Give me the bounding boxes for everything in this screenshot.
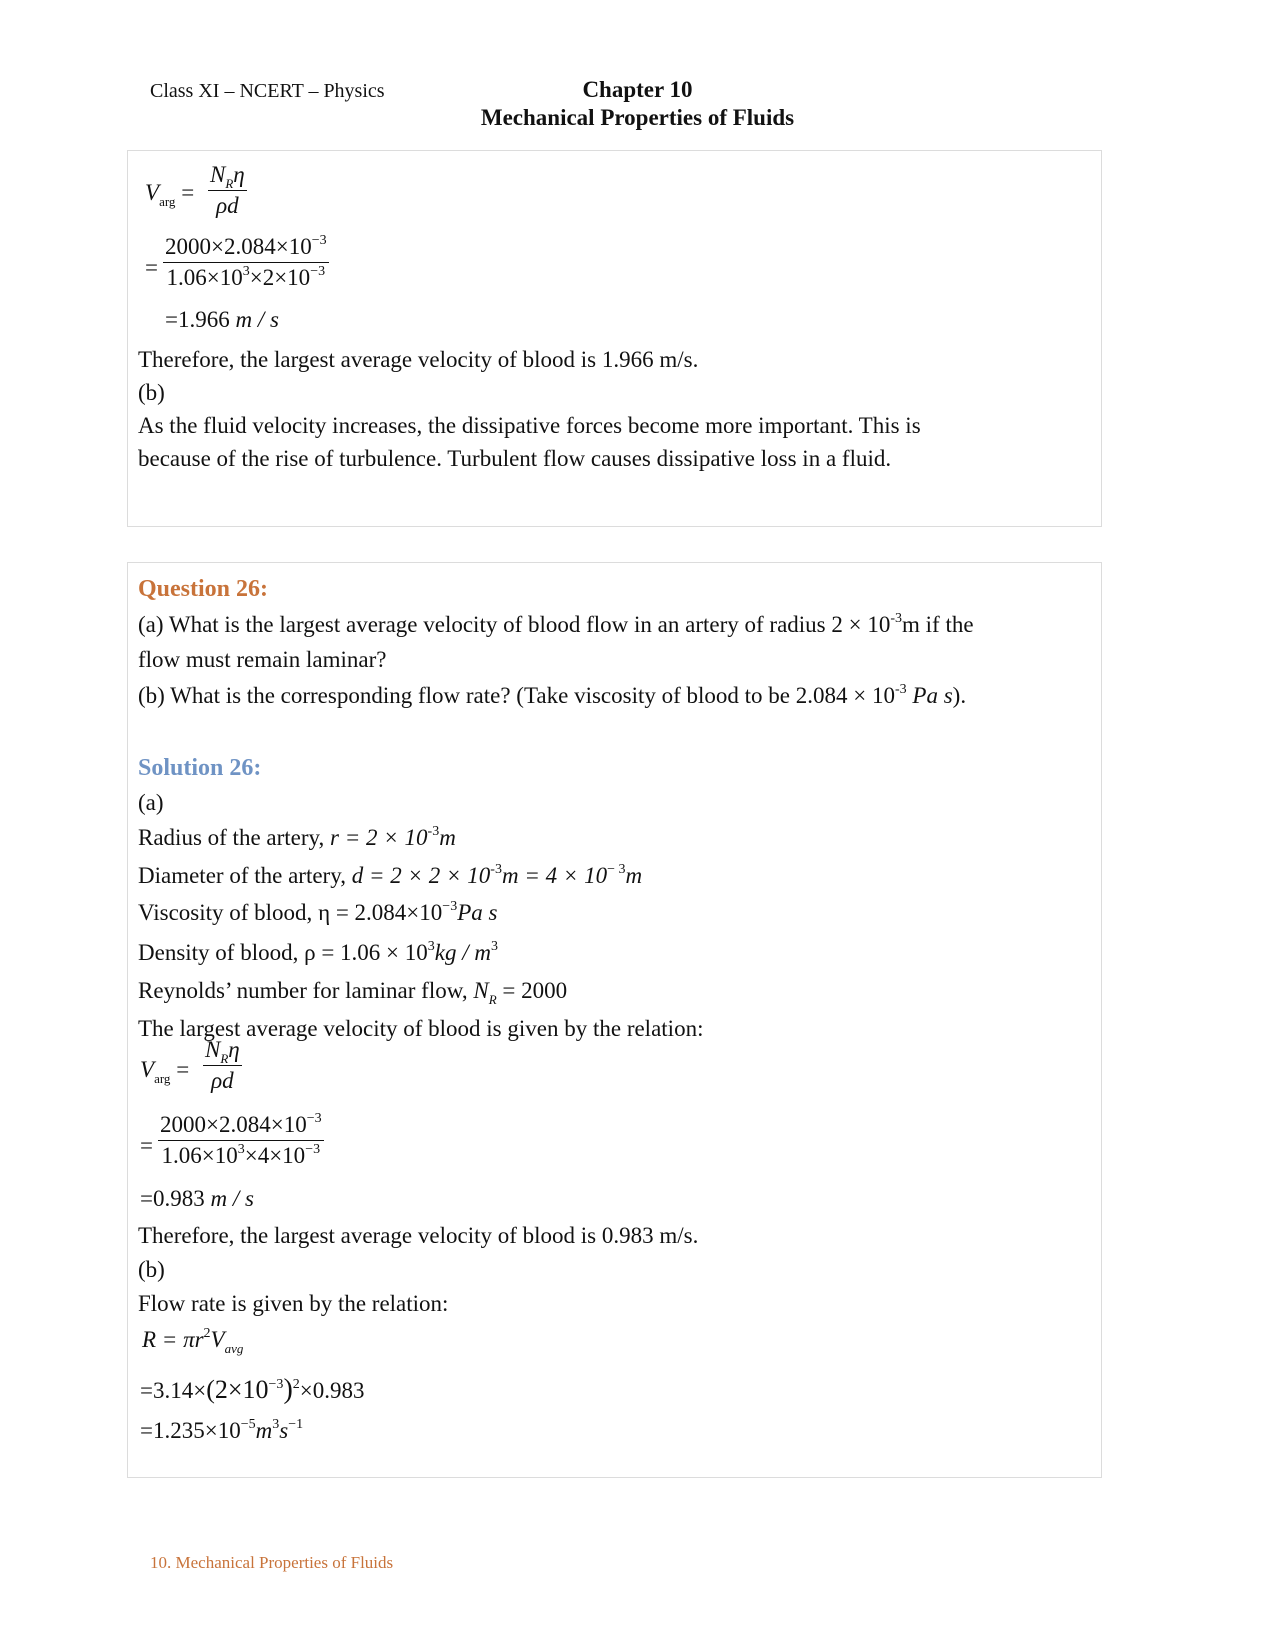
reynolds-subscript: R [488, 992, 497, 1007]
numeric-denominator [163, 263, 329, 291]
question-part-a-line-1 [138, 612, 974, 638]
result-velocity-2 [140, 1186, 254, 1212]
density-expression: ρ = 1.06 × 10 [304, 940, 428, 965]
n-symbol-2: N [205, 1037, 221, 1062]
flow-formula-subscript: avg [224, 1341, 244, 1356]
question-b-text-end: ). [952, 683, 967, 708]
question-part-b [138, 683, 966, 709]
diameter-expression: d = 2 × 2 × 10 [351, 863, 491, 888]
v-symbol: V [145, 180, 160, 205]
calc2-unit-m-exponent: 3 [272, 1417, 280, 1432]
denominator-exponent-2: −3 [310, 264, 326, 279]
page-footer: 10. Mechanical Properties of Fluids [150, 1553, 394, 1572]
eta-symbol: η [233, 162, 245, 187]
result-velocity [165, 307, 279, 333]
diameter-line [138, 863, 642, 889]
question-a-text: (a) What is the largest average velocity of blood flow in an artery of radius 2 × 10 [138, 612, 891, 637]
solution-part-a-label: (a) [138, 790, 164, 815]
calc2-unit-s: s [279, 1418, 289, 1443]
density-unit: kg / m [434, 940, 491, 965]
calc1-exponent: −3 [268, 1377, 284, 1392]
calc1-close-paren: ) [283, 1374, 293, 1405]
density-line [138, 940, 498, 966]
numerator-text: 2000×2.084×10 [165, 234, 312, 259]
reynolds-symbol: N [473, 978, 489, 1003]
therefore-line: Therefore, the largest average velocity of blood is 0.983 m/s. [138, 1223, 699, 1248]
calc1-square: 2 [292, 1377, 300, 1392]
numeric-numerator-2 [158, 1112, 324, 1141]
result-unit: m / s [235, 307, 279, 332]
v-avg-symbol: $V_{arg}$ = [145, 180, 195, 209]
viscosity-exponent: −3 [442, 899, 458, 914]
fraction-numerator [208, 162, 247, 191]
radius-line [138, 825, 456, 851]
numeric-fraction-2 [158, 1112, 324, 1169]
calc1-bracket-content: (2×10 [206, 1375, 269, 1404]
question-b-text: (b) What is the corresponding flow rate? (Take viscosity of blood to be 2.084 × 10 [138, 683, 895, 708]
numerator-exponent: −3 [311, 233, 327, 248]
fraction-numerator-2 [203, 1037, 242, 1066]
calc1-prefix: =3.14× [140, 1378, 207, 1403]
reynolds-line [138, 978, 568, 1007]
numeric-numerator [163, 234, 329, 263]
reynolds-fraction [208, 162, 247, 219]
viscosity-expression: η = 2.084×10 [318, 900, 443, 925]
class-label: Class XI – NCERT – Physics [150, 80, 385, 102]
calc2-exponent: −5 [240, 1417, 256, 1432]
question-part-a-line-2: flow must remain laminar? [138, 647, 387, 672]
question-b-unit: Pa s [906, 683, 953, 708]
numeric-fraction-1 [163, 234, 329, 291]
reynolds-fraction-2 [203, 1037, 242, 1094]
radius-unit: m [439, 825, 456, 850]
flow-calc-line-2 [140, 1418, 303, 1444]
diameter-exponent-2: − 3 [607, 862, 626, 877]
n-subscript-2: R [220, 1051, 229, 1066]
radius-expression: r = 2 × 10 [330, 825, 428, 850]
diameter-unit: m [625, 863, 643, 888]
explanation-line-2: because of the rise of turbulence. Turbulent flow causes dissipative loss in a fluid. [138, 446, 892, 471]
reynolds-value: = 2000 [496, 978, 568, 1003]
chapter-heading [440, 76, 835, 132]
reynolds-label: Reynolds’ number for laminar flow, [138, 978, 468, 1003]
denominator-exponent-1: 3 [242, 264, 250, 279]
v-subscript-2: arg [154, 1071, 171, 1086]
equals-sign-2: = [140, 1133, 153, 1158]
n-subscript: R [225, 176, 234, 191]
numerator-text-2: 2000×2.084×10 [160, 1112, 307, 1137]
calc1-suffix: ×0.983 [299, 1378, 365, 1403]
n-symbol: N [210, 162, 226, 187]
viscosity-label: Viscosity of blood, [138, 900, 313, 925]
solution-part-b-label: (b) [138, 1257, 165, 1282]
diameter-label: Diameter of the artery, [138, 863, 346, 888]
flow-calc-line-1 [140, 1374, 365, 1406]
denominator-exponent-1-2: 3 [237, 1142, 245, 1157]
chapter-number: Chapter 10 [582, 77, 693, 102]
density-exponent: 3 [427, 939, 435, 954]
denominator-text-b-2: ×4×10 [244, 1143, 306, 1168]
result-unit-2: m / s [210, 1186, 254, 1211]
numeric-denominator-2 [158, 1141, 324, 1169]
denominator-exponent-2-2: −3 [305, 1142, 321, 1157]
radius-label: Radius of the artery, [138, 825, 325, 850]
conclusion-line: Therefore, the largest average velocity of blood is 1.966 m/s. [138, 347, 699, 372]
viscosity-line [138, 900, 497, 926]
explanation-line-1: As the fluid velocity increases, the dissipative forces become more important. This is [138, 413, 921, 438]
diameter-exponent-1: -3 [490, 862, 502, 877]
fraction-denominator: ρd [216, 193, 239, 218]
flow-formula-exponent: 2 [203, 1326, 211, 1341]
result-value-2: =0.983 [140, 1186, 205, 1211]
flow-rate-formula [142, 1326, 244, 1356]
density-unit-exponent: 3 [491, 939, 498, 954]
calc2-unit-s-exponent: −1 [288, 1417, 304, 1432]
relation-line: The largest average velocity of blood is given by the relation: [138, 1016, 704, 1041]
flow-relation-line: Flow rate is given by the relation: [138, 1291, 449, 1316]
equals-sign: = [145, 255, 158, 280]
diameter-middle: m = 4 × 10 [501, 863, 608, 888]
denominator-text-a-2: 1.06×10 [161, 1143, 238, 1168]
numerator-exponent-2: −3 [306, 1111, 322, 1126]
eta-symbol-2: η [228, 1037, 240, 1062]
radius-exponent: -3 [427, 824, 440, 839]
v-symbol-2: V [140, 1057, 155, 1082]
flow-formula-v: V [210, 1327, 225, 1352]
viscosity-unit: Pa s [457, 900, 498, 925]
solution-heading: Solution 26: [138, 755, 262, 781]
v-avg-symbol-2: $V_{arg}$ = [140, 1057, 190, 1086]
result-value: =1.966 [165, 307, 230, 332]
denominator-text-b: ×2×10 [249, 265, 311, 290]
question-b-exponent: -3 [894, 682, 907, 697]
calc2-prefix: =1.235×10 [140, 1418, 241, 1443]
part-b-label: (b) [138, 380, 165, 405]
question-a-text-end: m if the [902, 612, 974, 637]
question-heading: Question 26: [138, 576, 269, 602]
flow-formula-text: R = πr [142, 1327, 204, 1352]
chapter-title: Mechanical Properties of Fluids [480, 105, 795, 130]
question-a-exponent: -3 [890, 611, 903, 626]
v-subscript: arg [159, 194, 176, 209]
fraction-denominator-2: ρd [211, 1068, 234, 1093]
density-label: Density of blood, [138, 940, 299, 965]
calc2-unit-m: m [255, 1418, 273, 1443]
denominator-text-a: 1.06×10 [166, 265, 243, 290]
